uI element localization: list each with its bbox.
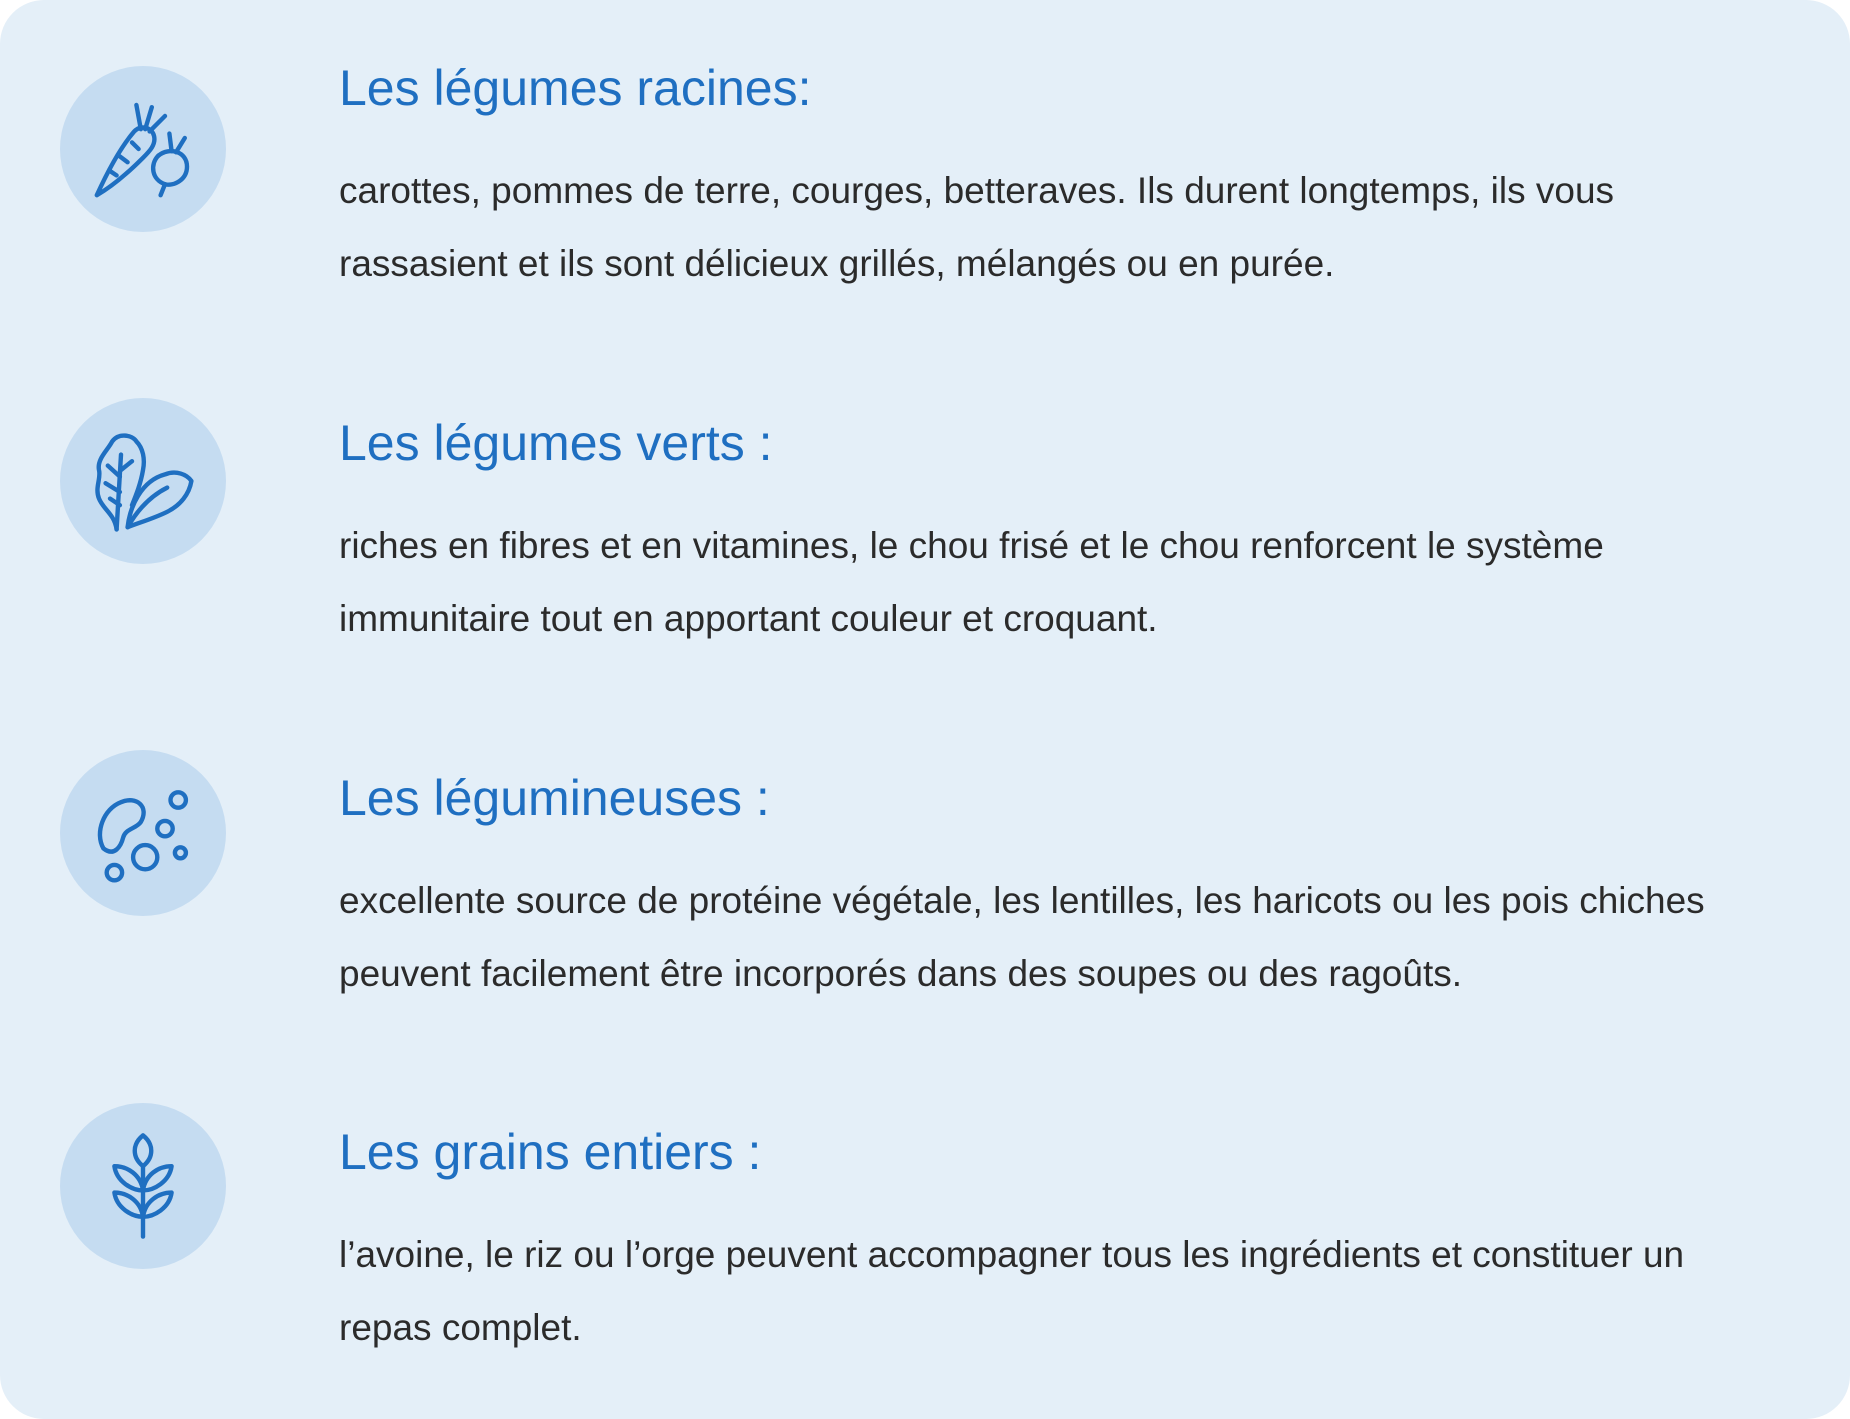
carrot-beet-icon xyxy=(88,94,198,204)
item-title: Les légumes verts : xyxy=(339,415,773,471)
item-title: Les légumineuses : xyxy=(339,770,770,826)
wheat-grain-icon xyxy=(88,1131,198,1241)
item-description: carottes, pommes de terre, courges, betteraves. Ils durent longtemps, ils vous rassasient et ils sont délicieux grillés, mélangés ou en purée. xyxy=(339,170,1615,284)
leafy-greens-icon xyxy=(88,426,198,536)
icon-badge xyxy=(60,1103,226,1269)
icon-badge xyxy=(60,66,226,232)
icon-badge xyxy=(60,398,226,564)
legumes-beans-icon xyxy=(88,778,198,888)
item-description: excellente source de protéine végétale, les lentilles, les haricots ou les pois chiches peuvent facilement être incorporés dans des soupes ou des ragoûts. xyxy=(339,880,1705,994)
list-item-green-vegetables xyxy=(0,355,1850,655)
item-title: Les légumes racines: xyxy=(339,60,812,116)
list-item-whole-grains xyxy=(0,1064,1850,1364)
icon-badge xyxy=(60,750,226,916)
item-description: l’avoine, le riz ou l’orge peuvent accompagner tous les ingrédients et constituer un repas complet. xyxy=(339,1234,1685,1348)
item-description: riches en fibres et en vitamines, le chou frisé et le chou renforcent le système immunitaire tout en apportant couleur et croquant. xyxy=(339,525,1604,639)
list-item-root-vegetables xyxy=(0,0,1850,300)
item-title: Les grains entiers : xyxy=(339,1124,762,1180)
list-item-legumes xyxy=(0,710,1850,1010)
